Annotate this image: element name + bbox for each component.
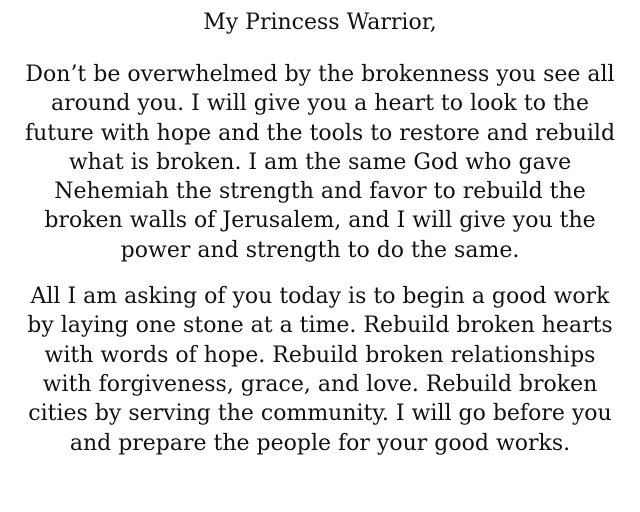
paragraph-line: All I am asking of you today is to begin a good work [30, 284, 610, 310]
letter-paragraph-1 [8, 60, 632, 265]
paragraph-line: with words of hope. Rebuild broken relationships [44, 342, 596, 368]
paragraph-line: around you. I will give you a heart to look to the [51, 91, 589, 117]
paragraph-line: Nehemiah the strength and favor to rebuild the [54, 179, 586, 205]
paragraph-line: what is broken. I am the same God who gave [68, 149, 572, 175]
paragraph-line: and prepare the people for your good works. [69, 430, 571, 456]
paragraph-line: broken walls of Jerusalem, and I will give you the [44, 208, 596, 234]
letter-salutation: My Princess Warrior, [203, 10, 437, 35]
paragraph-line: cities by serving the community. I will go before you [28, 401, 612, 427]
paragraph-line: future with hope and the tools to restore and rebuild [24, 120, 616, 146]
letter-paragraph-2 [8, 282, 632, 458]
paragraph-line: by laying one stone at a time. Rebuild broken hearts [27, 313, 613, 339]
paragraph-line: power and strength to do the same. [120, 237, 520, 263]
paragraph-line: with forgiveness, grace, and love. Rebuild broken [42, 371, 598, 397]
paragraph-line: Don’t be overwhelmed by the brokenness you see all [25, 62, 615, 87]
